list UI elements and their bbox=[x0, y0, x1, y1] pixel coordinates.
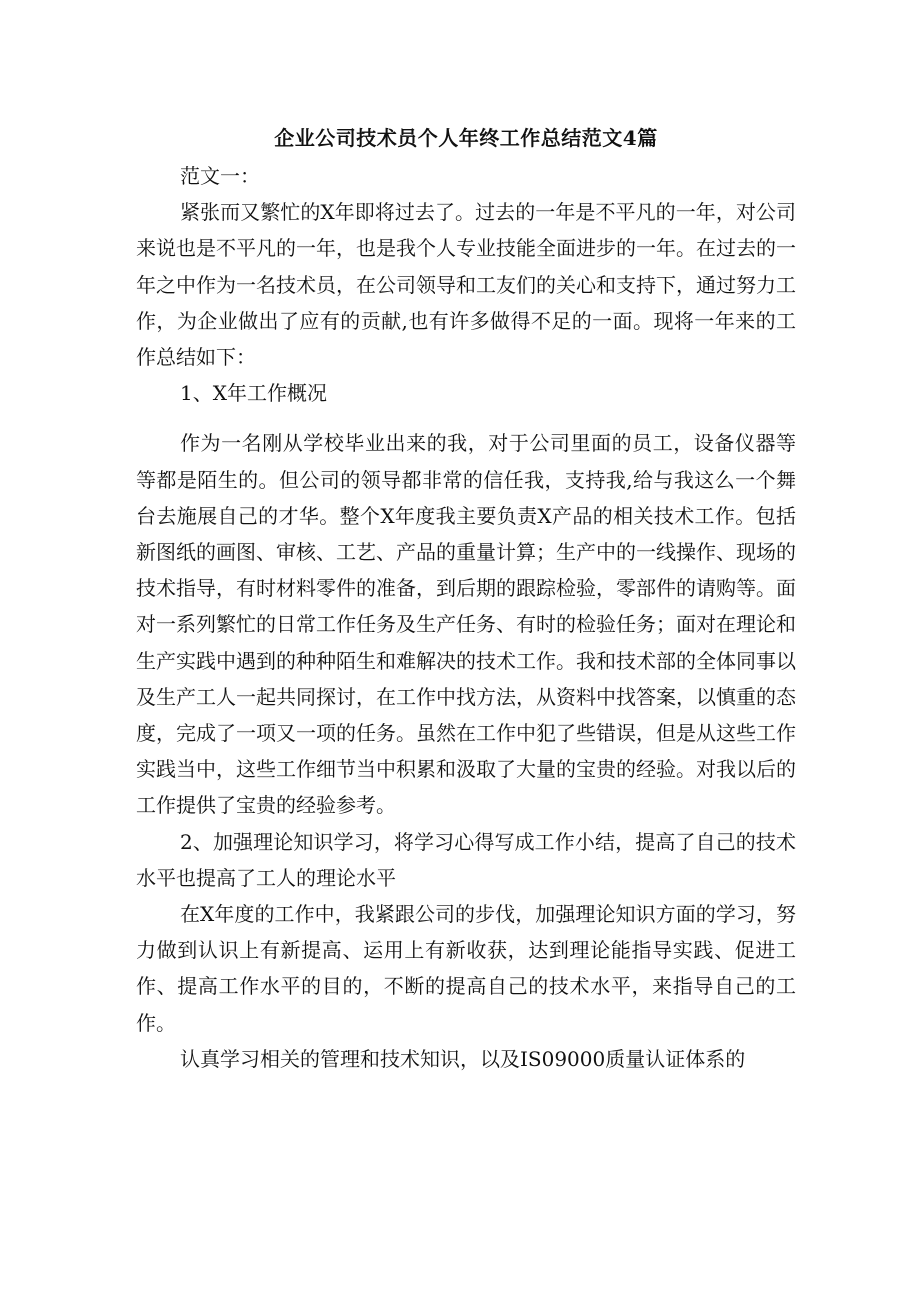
document-page bbox=[136, 118, 796, 1077]
paragraph-sample-heading: 范文一： bbox=[180, 164, 260, 188]
document-title: 企业公司技术员个人年终工作总结范文4篇 bbox=[274, 126, 658, 150]
section-heading-study: 2、加强理论知识学习，将学习心得写成工作小结，提高了自己的技术水平也提高了工人的理论水平 bbox=[136, 829, 796, 890]
section-heading-overview: 1、X年工作概况 bbox=[180, 381, 327, 406]
paragraph-intro: 紧张而又繁忙的X年即将过去了。过去的一年是不平凡的一年，对公司来说也是不平凡的一年，也是我个人专业技能全面进步的一年。在过去的一年之中作为一名技术员，在公司领导和工友们的关心和支持下，通过努力工作，为企业做出了应有的贡献,也有许多做得不足的一面。现将一年来的工作总结如下： bbox=[136, 200, 796, 370]
paragraph-study: 在X年度的工作中，我紧跟公司的步伐，加强理论知识方面的学习，努力做到认识上有新提高、运用上有新收获，达到理论能指导实践、促进工作、提高工作水平的目的，不断的提高自己的技术水平，来指导自己的工作。 bbox=[136, 902, 796, 1035]
paragraph-overview: 作为一名刚从学校毕业出来的我，对于公司里面的员工，设备仪器等等都是陌生的。但公司的领导都非常的信任我，支持我,给与我这么一个舞台去施展自己的才华。整个X年度我主要负责X产品的相关技术工作。包括新图纸的画图、审核、工艺、产品的重量计算；生产中的一线操作、现场的技术指导，有时材料零件的准备，到后期的跟踪检验，零部件的请购等。面对一系列繁忙的日常工作任务及生产任务、有时的检验任务；面对在理论和生产实践中遇到的种种陌生和难解决的技术工作。我和技术部的全体同事以及生产工人一起共同探讨，在工作中找方法，从资料中找答案，以慎重的态度，完成了一项又一项的任务。虽然在工作中犯了些错误，但是从这些工作实践当中，这些工作细节当中积累和汲取了大量的宝贵的经验。对我以后的工作提供了宝贵的经验参考。 bbox=[136, 431, 796, 818]
paragraph-iso: 认真学习相关的管理和技术知识，以及IS09000质量认证体系的 bbox=[180, 1046, 746, 1071]
